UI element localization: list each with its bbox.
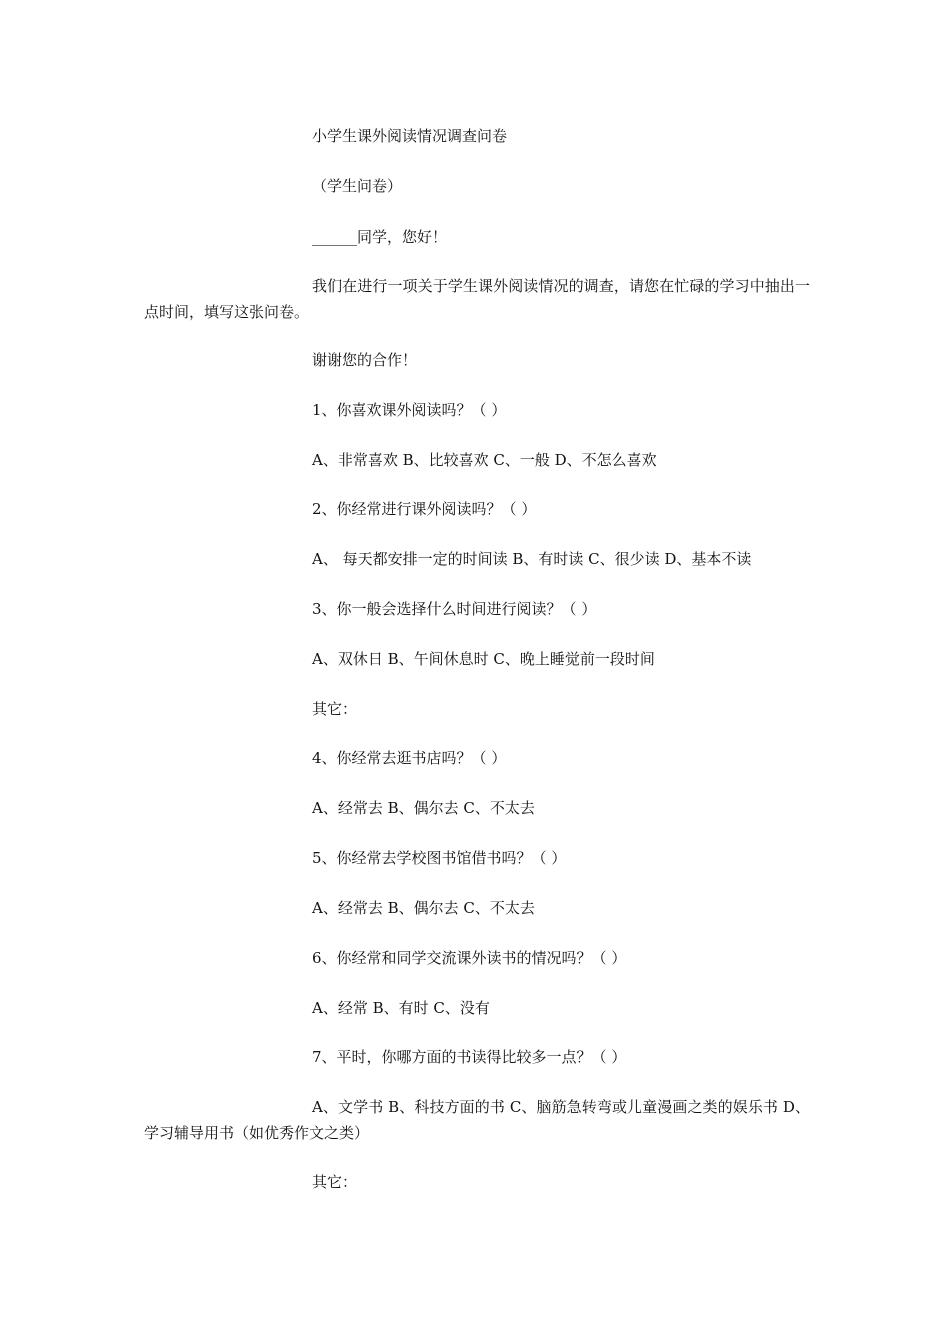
- question-1: 1、你喜欢课外阅读吗？（ ）: [312, 401, 507, 419]
- question-2-options: A、 每天都安排一定的时间读 B、有时读 C、很少读 D、基本不读: [312, 550, 752, 568]
- question-3: 3、你一般会选择什么时间进行阅读？（ ）: [312, 600, 597, 618]
- question-4-options: A、经常去 B、偶尔去 C、不太去: [312, 799, 535, 817]
- question-2: 2、你经常进行课外阅读吗？（ ）: [312, 500, 537, 518]
- thanks-text: 谢谢您的合作！: [312, 351, 418, 369]
- question-6: 6、你经常和同学交流课外读书的情况吗？（ ）: [312, 949, 627, 967]
- question-7: 7、平时，你哪方面的书读得比较多一点？（ ）: [312, 1048, 627, 1066]
- question-5-options: A、经常去 B、偶尔去 C、不太去: [312, 899, 535, 917]
- document-subtitle: （学生问卷）: [312, 177, 403, 195]
- question-3-options: A、双休日 B、午间休息时 C、晚上睡觉前一段时间: [312, 650, 655, 668]
- intro-paragraph: 我们在进行一项关于学生课外阅读情况的调查，请您在忙碌的学习中抽出一点时间，填写这张问卷。: [144, 277, 810, 321]
- question-6-options: A、经常 B、有时 C、没有: [312, 999, 490, 1017]
- document-title: 小学生课外阅读情况调查问卷: [312, 127, 508, 145]
- question-3-other: 其它：: [312, 700, 358, 718]
- question-7-options: A、文学书 B、科技方面的书 C、脑筋急转弯或儿童漫画之类的娱乐书 D、学习辅导用书（如优秀作文之类）: [144, 1098, 810, 1142]
- question-1-options: A、非常喜欢 B、比较喜欢 C、一般 D、不怎么喜欢: [312, 451, 657, 469]
- question-5: 5、你经常去学校图书馆借书吗？（ ）: [312, 849, 567, 867]
- question-4: 4、你经常去逛书店吗？（ ）: [312, 749, 507, 767]
- greeting: ______同学，您好！: [312, 228, 448, 246]
- question-7-other: 其它：: [312, 1173, 358, 1191]
